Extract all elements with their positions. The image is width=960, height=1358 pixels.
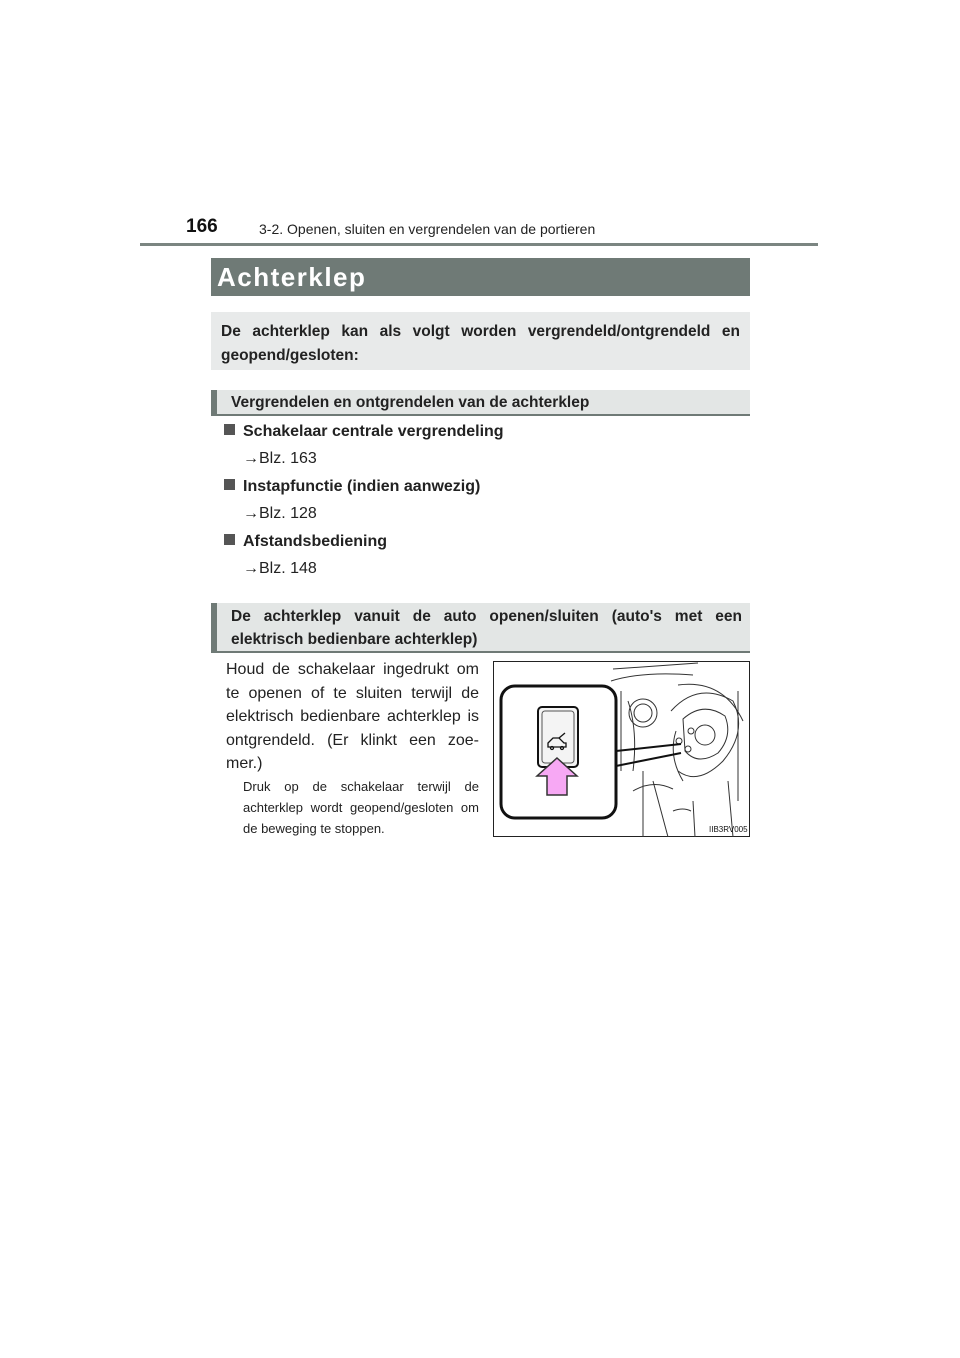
- square-bullet-icon: [224, 424, 235, 435]
- tailgate-switch-illustration: [493, 661, 750, 837]
- list-item-title: [224, 478, 480, 496]
- section-heading-power-tailgate: De achterklep vanuit de auto openen/sluiten (auto's met een elektrisch bedienbare achterklep): [211, 603, 750, 653]
- reference-text: Blz. 163: [259, 450, 317, 467]
- page-reference: [243, 450, 317, 468]
- body-text: Houd de schakelaar ingedrukt om te openen of te sluiten terwijl de elektrisch bedienbare achterklep is ontgrendeld. (Er klinkt een zoe-mer.): [226, 661, 479, 772]
- section-heading-lock: Vergrendelen en ontgrendelen van de achterklep: [211, 390, 750, 416]
- square-bullet-icon: [224, 534, 235, 545]
- arrow-right-icon: →: [243, 450, 259, 467]
- item-title-text: Afstandsbediening: [243, 533, 388, 550]
- arrow-right-icon: →: [243, 505, 259, 522]
- page-reference: [243, 505, 317, 523]
- note-text: Druk op de schakelaar terwijl de achterklep wordt geopend/gesloten om de beweging te stoppen.: [243, 779, 479, 836]
- page-reference: [243, 560, 317, 578]
- square-bullet-icon: [224, 479, 235, 490]
- item-title-text: Schakelaar centrale vergrendeling: [243, 423, 504, 440]
- page-number: 166: [186, 216, 218, 237]
- figure-code: IIB3RV005: [709, 825, 748, 834]
- intro-text: De achterklep kan als volgt worden vergrendeld/ontgrendeld en geopend/gesloten:: [221, 323, 740, 364]
- list-item-title: [224, 423, 504, 441]
- chapter-title: 3-2. Openen, sluiten en vergrendelen van de portieren: [259, 221, 596, 237]
- reference-text: Blz. 148: [259, 560, 317, 577]
- arrow-right-icon: →: [243, 560, 259, 577]
- list-item-title: [224, 533, 387, 551]
- page-title: Achterklep: [211, 258, 750, 296]
- header-rule: [140, 243, 818, 246]
- reference-text: Blz. 128: [259, 505, 317, 522]
- intro-box: [211, 312, 750, 370]
- item-title-text: Instapfunctie (indien aanwezig): [243, 478, 481, 495]
